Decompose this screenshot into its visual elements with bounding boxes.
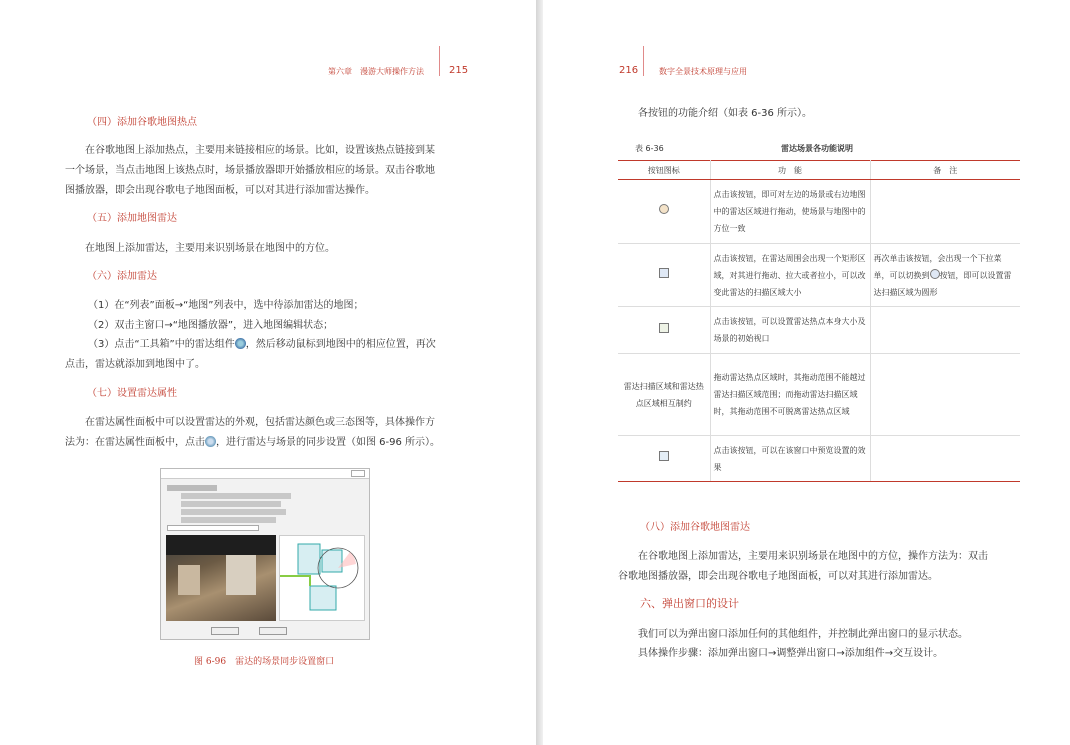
table-cell (870, 244, 1020, 307)
table-row (618, 436, 1020, 482)
note-text: 再次单击该按钮，会出现一个下拉菜单，可以切换到 (873, 253, 1002, 280)
section-heading: （八）添加谷歌地图雷达 (640, 522, 750, 533)
paragraph-line: 在雷达属性面板中可以设置雷达的外观，包括雷达颜色或三态图等，具体操作方 (65, 417, 435, 428)
paragraph-line: 在谷歌地图上添加雷达，主要用来识别场景在地图中的方位，操作方法为：双击 (618, 551, 988, 562)
table-cell: 雷达扫描区域和雷达热点区域相互制约 (618, 354, 710, 436)
table-cell: 点击该按钮，可以设置雷达热点本身大小及场景的初始视口 (710, 307, 870, 354)
table-row (618, 180, 1020, 244)
figure-titlebar (161, 469, 369, 479)
table-cell: 拖动雷达热点区域时，其拖动范围不能越过雷达扫描区域范围；而拖动雷达扫描区域时，其拖动范围不可脱离雷达热点区域 (710, 354, 870, 436)
sync-icon (205, 436, 216, 447)
table-row (618, 307, 1020, 354)
section-heading: （四）添加谷歌地图热点 (87, 117, 197, 128)
step-line: （1）在“列表”面板→“地图”列表中，选中待添加雷达的地图； (88, 300, 364, 311)
paragraph-line: 各按钮的功能介绍（如表 6-36 所示）。 (618, 108, 813, 119)
table-cell (870, 354, 1020, 436)
step-line: （2）双击主窗口→“地图播放器”，进入地图编辑状态； (88, 320, 334, 331)
paragraph-line: 图播放器，即会出现谷歌电子地图面板，可以对其进行添加雷达操作。 (65, 185, 375, 196)
section-heading: （七）设置雷达属性 (87, 388, 177, 399)
circle-select-icon (930, 269, 940, 279)
table-number: 表 6-36 (635, 144, 664, 153)
table-cell: 点击该按钮，在雷达周围会出现一个矩形区域，对其进行拖动、拉大或者拉小，可以改变此雷达的扫描区域大小 (710, 244, 870, 307)
right-page (543, 0, 1070, 745)
paragraph-line: 具体操作步骤：添加弹出窗口→调整弹出窗口→添加组件→交互设计。 (618, 648, 944, 659)
figure-caption: 图 6-96 雷达的场景同步设置窗口 (194, 657, 335, 667)
section-heading: （五）添加地图雷达 (87, 213, 177, 224)
figure-text-row (167, 485, 217, 491)
book-title-header: 数字全景技术原理与应用 (659, 67, 747, 76)
figure-buttons (211, 627, 307, 637)
rectangle-select-icon (659, 268, 669, 278)
table-cell-icon (618, 436, 710, 482)
chapter-header: 第六章 漫游大师操作方法 (328, 67, 424, 76)
panorama-scene-image (166, 535, 276, 621)
table-header-row (618, 161, 1020, 180)
figure-text-row (181, 501, 281, 507)
paragraph-line: 在地图上添加雷达，主要用来识别场景在地图中的方位。 (65, 243, 335, 254)
table-header: 备 注 (870, 161, 1020, 180)
note-text: 按钮，即可以设置雷达扫描区域为圆形 (873, 270, 1012, 297)
step-text: （3）点击“工具箱”中的雷达组件 (88, 339, 235, 350)
figure-dropdown (167, 525, 259, 531)
cancel-button (259, 627, 287, 635)
table-title: 雷达场景各功能说明 (781, 144, 853, 153)
table-cell-icon (618, 180, 710, 244)
paragraph-line: 谷歌地图播放器，即会出现谷歌电子地图面板，可以对其进行添加雷达。 (618, 571, 938, 582)
radar-icon (235, 338, 246, 349)
floor-map-image (279, 535, 365, 621)
book-gutter (536, 0, 543, 745)
step-line (88, 335, 436, 350)
radar-sync-window-figure (160, 468, 370, 640)
table-cell: 点击该按钮，即可对左边的场景或右边地图中的雷达区域进行拖动，使场景与地图中的方位一致 (710, 180, 870, 244)
figure-text-row (181, 509, 286, 515)
floor-map-drawing (280, 536, 365, 621)
table-row (618, 354, 1020, 436)
table-cell (870, 180, 1020, 244)
paragraph-line: 一个场景，当点击地图上该热点时，场景播放器即开始播放相应的场景。双击谷歌地 (65, 165, 435, 176)
table-cell-icon (618, 244, 710, 307)
table-cell (870, 436, 1020, 482)
paragraph-line (65, 433, 440, 448)
figure-text-row (181, 493, 291, 499)
table-row (618, 244, 1020, 307)
table-cell: 点击该按钮，可以在该窗口中预览设置的效果 (710, 436, 870, 482)
table-header: 功 能 (710, 161, 870, 180)
step-text: ，然后移动鼠标到地图中的相应位置，再次 (245, 339, 436, 350)
step-line: 点击，雷达就添加到地图中了。 (65, 359, 205, 370)
section-heading: （六）添加雷达 (87, 271, 157, 282)
close-icon (351, 470, 365, 477)
preview-icon (659, 451, 669, 461)
page-number: 215 (449, 65, 469, 76)
paragraph-text: 法为：在雷达属性面板中，点击 (65, 437, 205, 448)
compass-icon (659, 204, 669, 214)
page-number: 216 (619, 65, 639, 76)
table-header: 按钮图标 (618, 161, 710, 180)
header-divider (439, 46, 440, 76)
hotspot-size-icon (659, 323, 669, 333)
paragraph-line: 在谷歌地图上添加热点，主要用来链接相应的场景。比如，设置该热点链接到某 (65, 145, 435, 156)
header-divider (643, 46, 644, 76)
table-cell-icon (618, 307, 710, 354)
ok-button (211, 627, 239, 635)
paragraph-line: 我们可以为弹出窗口添加任何的其他组件，并控制此弹出窗口的显示状态。 (618, 629, 968, 640)
paragraph-text: ，进行雷达与场景的同步设置（如图 6-96 所示）。 (216, 437, 441, 448)
function-table (618, 160, 1020, 482)
table-cell (870, 307, 1020, 354)
chapter-section-heading: 六、弹出窗口的设计 (640, 597, 739, 610)
figure-text-row (181, 517, 276, 523)
